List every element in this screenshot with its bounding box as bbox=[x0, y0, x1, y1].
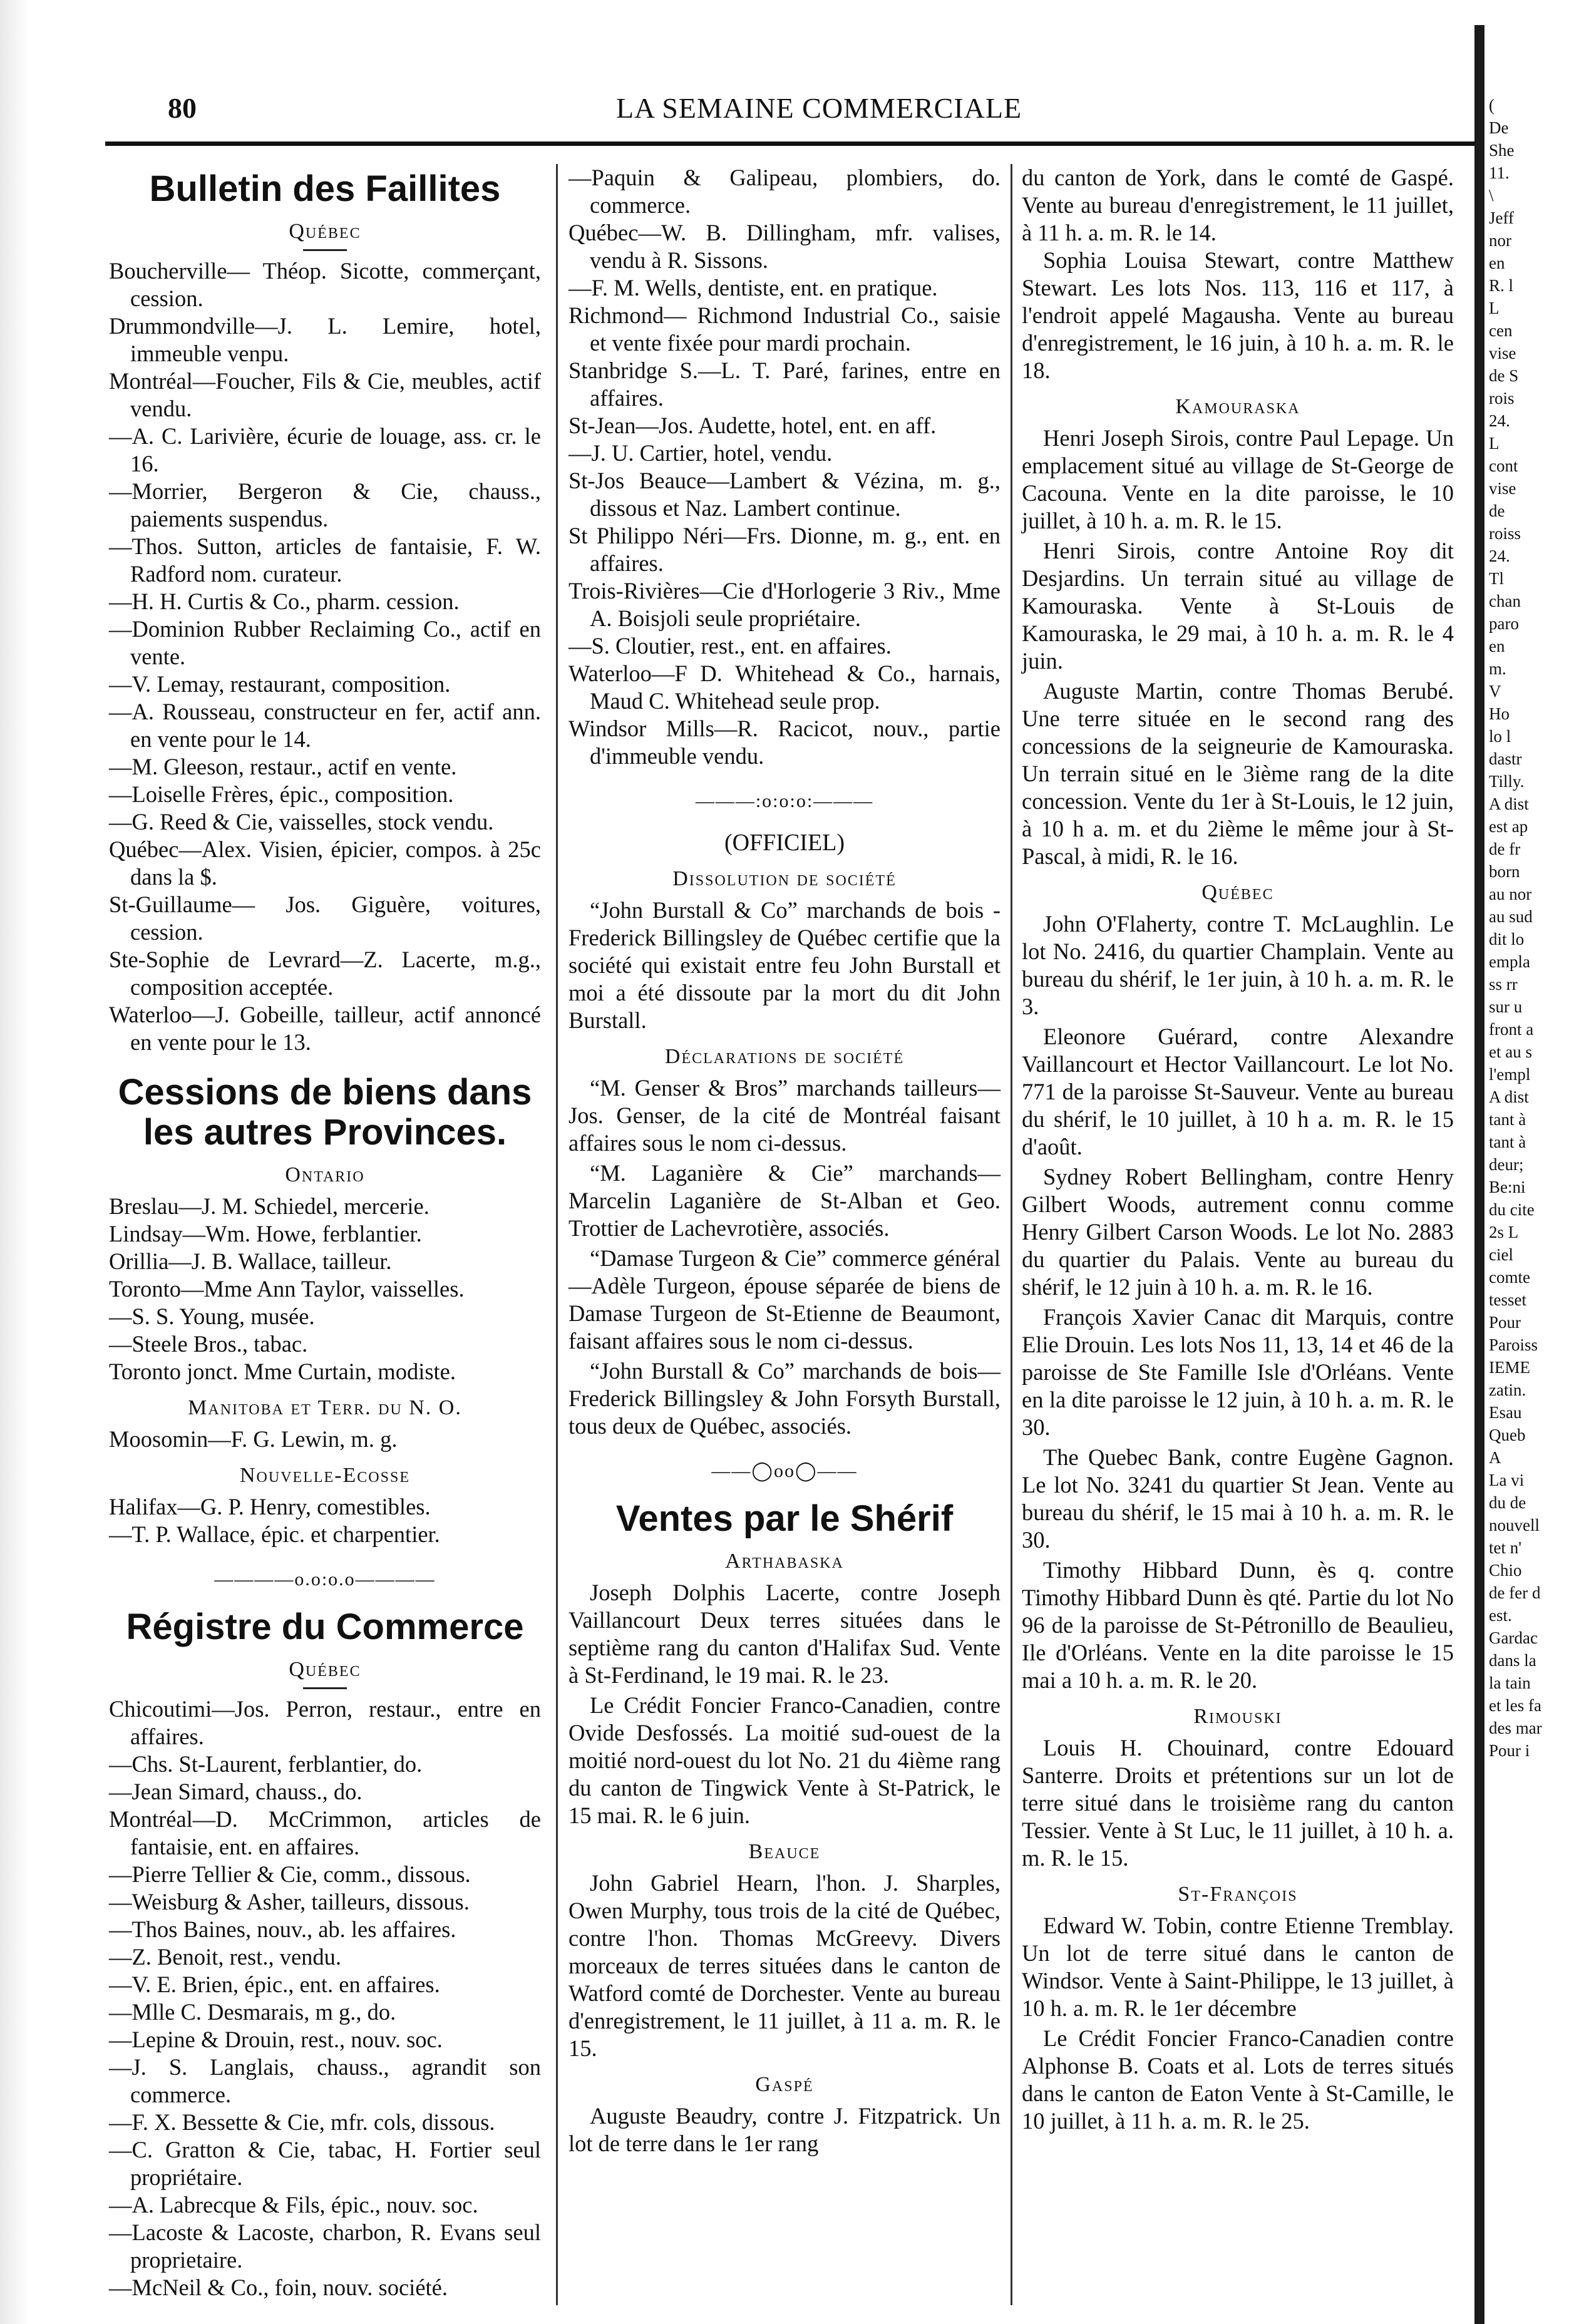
strip-fragment: A dist bbox=[1489, 794, 1529, 813]
vente-entry: Henri Sirois, contre Antoine Roy dit Desjardins. Un terrain situé au village de Kamouraska. Vente à St-Louis de Kamouraska, le 29 mai, à 10 h. a. m. R. le 4 juin. bbox=[1022, 538, 1454, 674]
registre-entry: St-Jean—Jos. Audette, hotel, ent. en aff. bbox=[568, 413, 937, 438]
registre-entry: —S. Cloutier, rest., ent. en affaires. bbox=[568, 633, 892, 659]
strip-fragment: empla bbox=[1489, 952, 1530, 971]
strip-fragment: Pour bbox=[1489, 1313, 1521, 1332]
strip-fragment: tant à bbox=[1489, 1133, 1526, 1151]
strip-fragment: Gardac bbox=[1489, 1628, 1538, 1647]
vente-entry: Auguste Beaudry, contre J. Fitzpatrick. Un lot de terre dans le 1er rang bbox=[568, 2103, 1001, 2156]
strip-fragment: ( bbox=[1489, 96, 1494, 115]
strip-fragment: tet n' bbox=[1489, 1538, 1522, 1557]
faillite-entry: —M. Gleeson, restaur., actif en vente. bbox=[109, 754, 457, 779]
vente-entry: Edward W. Tobin, contre Etienne Tremblay. Un lot de terre situé dans le canton de Windsor. Vente à Saint-Philippe, le 13 juillet, à 10 h. a. m. R. le 1er décembre bbox=[1022, 1913, 1454, 2021]
faillite-entry: —H. H. Curtis & Co., pharm. cession. bbox=[109, 589, 460, 614]
registre-entry: —Paquin & Galipeau, plombiers, do. commerce. bbox=[568, 165, 1001, 218]
page-gutter bbox=[1474, 25, 1484, 2324]
vente-entry: The Quebec Bank, contre Eugène Gagnon. Le lot No. 3241 du quartier St Jean. Vente au bureau du shérif, le 15 mai à 10 h. a. m. R. le 30. bbox=[1022, 1444, 1454, 1553]
subhead-rimouski: Rimouski bbox=[1193, 1705, 1282, 1728]
strip-fragment: ciel bbox=[1489, 1245, 1513, 1264]
cession-entry: —T. P. Wallace, épic. et charpentier. bbox=[109, 1521, 440, 1547]
registre-entry: —Lepine & Drouin, rest., nouv. soc. bbox=[109, 2027, 443, 2052]
vente-entry: Louis H. Chouinard, contre Edouard Santerre. Droits et prétentions sur un lot de terre situé dans le troisième rang du canton Tessier. Vente à St Luc, le 11 juillet, à 10 h. a. m. R. le 15. bbox=[1022, 1735, 1454, 1871]
strip-fragment: en bbox=[1489, 254, 1505, 272]
beauce-list bbox=[568, 1869, 1001, 2062]
registre-entry: St Philippo Néri—Frs. Dionne, m. g., ent. en affaires. bbox=[568, 523, 1001, 576]
strip-fragment: de fr bbox=[1489, 840, 1521, 858]
strip-fragment: L bbox=[1489, 434, 1500, 453]
faillite-entry: —Dominion Rubber Reclaiming Co., actif en vente. bbox=[109, 616, 541, 669]
strip-fragment: born bbox=[1489, 862, 1520, 881]
strip-fragment: R. l bbox=[1489, 276, 1514, 295]
page-number: 80 bbox=[168, 92, 197, 124]
registre-entry: —Chs. St-Laurent, ferblantier, do. bbox=[109, 1751, 423, 1777]
heading-cessions: Cessions de biens dans les autres Provinces. bbox=[118, 1072, 532, 1153]
strip-fragment: m. bbox=[1489, 659, 1506, 678]
registre-entry: —A. Labrecque & Fils, épic., nouv. soc. bbox=[109, 2192, 478, 2218]
registre-entry: —Weisburg & Asher, tailleurs, dissous. bbox=[109, 1889, 470, 1915]
gaspe-list-cont bbox=[1022, 247, 1454, 384]
subhead-ontario: Ontario bbox=[285, 1163, 365, 1186]
registre-entry: Richmond— Richmond Industrial Co., saisie et vente fixée pour mardi prochain. bbox=[568, 302, 1001, 356]
vente-entry: François Xavier Canac dit Marquis, contre Elie Drouin. Les lots Nos 11, 13, 14 et 46 de la paroisse de Ste Famille Isle d'Orléans. Vente en la dite paroisse le 12 juin, à 10 h. a. m. R. le 30. bbox=[1022, 1304, 1454, 1440]
strip-fragment: Tilly. bbox=[1489, 772, 1525, 791]
strip-fragment: sur u bbox=[1489, 997, 1523, 1016]
strip-fragment: deur; bbox=[1489, 1155, 1524, 1174]
strip-fragment: dastr bbox=[1489, 749, 1522, 768]
strip-fragment: nor bbox=[1489, 231, 1511, 250]
faillite-entry: —G. Reed & Cie, vaisselles, stock vendu. bbox=[109, 809, 494, 835]
strip-fragment: 24. bbox=[1489, 547, 1510, 565]
ornament-divider: ————o.o:o.o———— bbox=[214, 1569, 436, 1590]
column-1 bbox=[109, 164, 541, 2301]
st-francois-list bbox=[1022, 1912, 1454, 2135]
registre-entry: Chicoutimi—Jos. Perron, restaur., entre en affaires. bbox=[109, 1696, 541, 1749]
strip-fragment: \ bbox=[1489, 186, 1494, 205]
strip-fragment: She bbox=[1489, 141, 1515, 160]
vente-entry: Timothy Hibbard Dunn, ès q. contre Timothy Hibbard Dunn ès qté. Partie du lot No 96 de la paroisse de St-Pétronillo de Beaulieu, Ile d'Orléans. Vente en la dite paroisse le 15 mai a 10 h. a. m. R. le 20. bbox=[1022, 1557, 1454, 1693]
registre-entry: —Pierre Tellier & Cie, comm., dissous. bbox=[109, 1861, 471, 1887]
strip-fragment: rois bbox=[1489, 389, 1515, 408]
faillite-entry: —Loiselle Frères, épic., composition. bbox=[109, 781, 454, 807]
strip-fragment: est. bbox=[1489, 1606, 1512, 1625]
registre-entry: —Mlle C. Desmarais, m g., do. bbox=[109, 1999, 396, 2025]
registre-entry: —Thos Baines, nouv., ab. les affaires. bbox=[109, 1916, 456, 1942]
vente-entry: John O'Flaherty, contre T. McLaughlin. Le lot No. 2416, du quartier Champlain. Vente au bureau du shérif, le 1er juin, à 10 h. a. m. R. le 3. bbox=[1022, 911, 1454, 1019]
strip-fragment: zatin. bbox=[1489, 1381, 1526, 1399]
strip-fragment: A bbox=[1489, 1448, 1501, 1467]
registre-entry: —J. U. Cartier, hotel, vendu. bbox=[568, 440, 833, 466]
strip-fragment: dit lo bbox=[1489, 930, 1525, 949]
vente-entry: Henri Joseph Sirois, contre Paul Lepage. Un emplacement situé au village de St-George de Cacouna. Vente en la dite paroisse, le 10 juillet, à 10 h. a. m. R. le 15. bbox=[1022, 425, 1454, 533]
strip-fragment: et les fa bbox=[1489, 1696, 1541, 1715]
cession-entry: Breslau—J. M. Schiedel, mercerie. bbox=[109, 1193, 430, 1219]
strip-fragment: et au s bbox=[1489, 1042, 1532, 1061]
faillite-entry: —Thos. Sutton, articles de fantaisie, F. W. Radford nom. curateur. bbox=[109, 533, 541, 587]
strip-fragment: des mar bbox=[1489, 1719, 1542, 1737]
cession-entry: —Steele Bros., tabac. bbox=[109, 1331, 308, 1357]
strip-fragment: la tain bbox=[1489, 1674, 1531, 1692]
strip-fragment: Paroiss bbox=[1489, 1335, 1538, 1354]
subhead-arthabaska: Arthabaska bbox=[725, 1550, 844, 1573]
strip-fragment: dans la bbox=[1489, 1651, 1536, 1670]
declarations-list bbox=[568, 1074, 1001, 1440]
strip-fragment: Esau bbox=[1489, 1403, 1522, 1422]
strip-fragment: comte bbox=[1489, 1268, 1530, 1287]
registre-entry: —Jean Simard, chauss., do. bbox=[109, 1779, 363, 1804]
strip-fragment: 2s L bbox=[1489, 1223, 1519, 1242]
strip-fragment: lo l bbox=[1489, 727, 1511, 746]
strip-fragment: IEME bbox=[1489, 1358, 1530, 1377]
vente-entry: John Gabriel Hearn, l'hon. J. Sharples, Owen Murphy, tous trois de la cité de Québec, contre l'hon. Thomas McGreevy. Divers morceaux de terres situées dans le canton de Watford comté de Dorchester. Vente au bureau d'enregistrement, le 11 juillet, à 11 a. m. R. le 15. bbox=[568, 1870, 1001, 2061]
strip-fragment: au sud bbox=[1489, 907, 1533, 926]
vente-entry: Joseph Dolphis Lacerte, contre Joseph Vaillancourt Deux terres situées dans le septième rang du canton d'Halifax Sud. Vente à St-Ferdinand, le 19 mai. R. le 23. bbox=[568, 1580, 1001, 1688]
registre-entry: Québec—W. B. Dillingham, mfr. valises, vendu à R. Sissons. bbox=[568, 220, 1001, 273]
vente-entry: Sydney Robert Bellingham, contre Henry Gilbert Woods, autrement connu comme Henry Gilbert Carson Woods. Le lot No. 2883 du quartier du Palais. Vente au bureau du shérif, le 12 juin à 10 h. a. m. R. le 16. bbox=[1022, 1164, 1454, 1300]
header-rule bbox=[105, 141, 1475, 146]
gaspe-continuation: du canton de York, dans le comté de Gaspé. Vente au bureau d'enregistrement, le 11 juillet, à 11 h. a. m. R. le 14. bbox=[1022, 165, 1454, 245]
gaspe-list bbox=[568, 2102, 1001, 2157]
strip-fragment: Jeff bbox=[1489, 208, 1514, 227]
strip-fragment: L bbox=[1489, 299, 1500, 317]
column-3 bbox=[1022, 164, 1454, 2137]
strip-fragment: cont bbox=[1489, 456, 1518, 475]
vente-entry: Le Crédit Foncier Franco-Canadien, contre Ovide Desfossés. La moitié sud-ouest de la moitié nord-ouest du lot No. 21 du 4ième rang du canton de Tingwick Vente à St-Patrick, le 15 mai. R. le 6 juin. bbox=[568, 1692, 1001, 1828]
declaration-entry: “Damase Turgeon & Cie” commerce général—Adèle Turgeon, épouse séparée de biens de Damase Turgeon de St-Etienne de Beaumont, faisant affaires sous le nom ci-dessus. bbox=[568, 1245, 1001, 1354]
registre-entry: —F. X. Bessette & Cie, mfr. cols, dissous. bbox=[109, 2109, 495, 2135]
faillite-entry: Québec—Alex. Visien, épicier, compos. à 25c dans la $. bbox=[109, 836, 541, 890]
declaration-entry: “John Burstall & Co” marchands de bois—Frederick Billingsley & John Forsyth Burstall, tous deux de Québec, associés. bbox=[568, 1358, 1001, 1439]
ornament-divider: ———:o:o:o:——— bbox=[695, 791, 874, 811]
registre-entry: Trois-Rivières—Cie d'Horlogerie 3 Riv., Mme A. Boisjoli seule propriétaire. bbox=[568, 578, 1001, 631]
faillite-entry: —A. C. Larivière, écurie de louage, ass. cr. le 16. bbox=[109, 423, 541, 476]
strip-fragment: La vi bbox=[1489, 1471, 1525, 1489]
ontario-list bbox=[109, 1193, 541, 1386]
subhead-gaspe: Gaspé bbox=[755, 2073, 814, 2096]
strip-fragment: A dist bbox=[1489, 1087, 1529, 1106]
ornament-divider: ——◯oo◯—— bbox=[711, 1461, 858, 1481]
subhead-dissolution: Dissolution de société bbox=[672, 867, 897, 890]
strip-fragment: tant à bbox=[1489, 1110, 1526, 1129]
arthabaska-list bbox=[568, 1579, 1001, 1829]
strip-fragment: roiss bbox=[1489, 524, 1521, 543]
registre-list-cont bbox=[568, 164, 1001, 770]
strip-fragment: de S bbox=[1489, 366, 1519, 385]
faillite-entry: —V. Lemay, restaurant, composition. bbox=[109, 671, 451, 697]
short-rule bbox=[303, 1687, 347, 1689]
short-rule bbox=[303, 249, 347, 251]
registre-entry: —C. Gratton & Cie, tabac, H. Fortier seul propriétaire. bbox=[109, 2137, 541, 2190]
running-title: LA SEMAINE COMMERCIALE bbox=[615, 92, 1022, 124]
declaration-entry: “M. Genser & Bros” marchands tailleurs—Jos. Genser, de la cité de Montréal faisant affaires sous le nom ci-dessus. bbox=[568, 1075, 1001, 1156]
page-header bbox=[168, 91, 1470, 129]
registre-entry: Montréal—D. McCrimmon, articles de fantaisie, ent. en affaires. bbox=[109, 1806, 541, 1859]
vente-entry: Eleonore Guérard, contre Alexandre Vaillancourt et Hector Vaillancourt. Le lot No. 771 de la paroisse St-Sauveur. Vente au bureau du shérif, le 10 juillet, à 10 h a. m. R. le 15 d'août. bbox=[1022, 1024, 1454, 1159]
strip-fragment: est ap bbox=[1489, 817, 1528, 836]
faillite-entry: —A. Rousseau, constructeur en fer, actif ann. en vente pour le 14. bbox=[109, 699, 541, 752]
strip-fragment: au nor bbox=[1489, 885, 1532, 903]
subhead-declarations: Déclarations de société bbox=[664, 1045, 905, 1068]
strip-fragment: Ho bbox=[1489, 704, 1510, 723]
subhead-nouvelle-ecosse: Nouvelle-Ecosse bbox=[240, 1464, 410, 1487]
vente-entry: Le Crédit Foncier Franco-Canadien contre Alphonse B. Coats et al. Lots de terres situés dans le canton de Eaton Vente à St-Camille, le 10 juillet, à 11 h. a. m. R. le 25. bbox=[1022, 2025, 1454, 2134]
strip-fragment: chan bbox=[1489, 592, 1521, 610]
cession-entry: —S. S. Young, musée. bbox=[109, 1303, 315, 1329]
page-left-edge bbox=[0, 0, 29, 2324]
strip-lines bbox=[1489, 94, 1569, 1762]
registre-entry: —McNeil & Co., foin, nouv. société. bbox=[109, 2275, 448, 2300]
strip-fragment: Pour i bbox=[1489, 1741, 1530, 1760]
cession-entry: Halifax—G. P. Henry, comestibles. bbox=[109, 1494, 431, 1519]
strip-fragment: Be:ni bbox=[1489, 1178, 1526, 1196]
vente-entry: Auguste Martin, contre Thomas Berubé. Une terre située en le second rang des concessions de la seigneurie de Kamouraska. Un terrain situé en le 3ième rang de la dite concession. Vente du 1er à St-Louis, le 12 juin, à 10 h a. m. et du 2ième le même jour à St-Pascal, à midi, R. le 16. bbox=[1022, 678, 1454, 869]
dissolution-notice: “John Burstall & Co” marchands de bois - Frederick Billingsley de Québec certifie que la société qui existait entre feu John Burstall et moi a été dissoute par la mort du dit John Burstall. bbox=[568, 897, 1001, 1033]
subhead-quebec: Québec bbox=[289, 220, 361, 243]
subhead-kamouraska: Kamouraska bbox=[1175, 395, 1300, 418]
registre-entry: —Z. Benoit, rest., vendu. bbox=[109, 1944, 342, 1970]
strip-fragment: Tl bbox=[1489, 569, 1504, 588]
kamouraska-list bbox=[1022, 424, 1454, 870]
heading-ventes: Ventes par le Shérif bbox=[615, 1498, 954, 1539]
faillite-entry: Waterloo—J. Gobeille, tailleur, actif annoncé en vente pour le 13. bbox=[109, 1002, 541, 1055]
faillite-entry: St-Guillaume— Jos. Giguère, voitures, cession. bbox=[109, 892, 541, 945]
officiel-label: (OFFICIEL) bbox=[724, 830, 845, 856]
subhead-manitoba: Manitoba et Terr. du N. O. bbox=[188, 1396, 462, 1419]
strip-fragment: De bbox=[1489, 118, 1509, 137]
adjacent-page-strip bbox=[1489, 94, 1569, 2285]
registre-entry: —J. S. Langlais, chauss., agrandit son commerce. bbox=[109, 2054, 541, 2107]
cession-entry: Toronto—Mme Ann Taylor, vaisselles. bbox=[109, 1276, 465, 1302]
registre-entry: Stanbridge S.—L. T. Paré, farines, entre en affaires. bbox=[568, 357, 1001, 411]
strip-fragment: Queb bbox=[1489, 1426, 1526, 1444]
subhead-quebec: Québec bbox=[289, 1658, 361, 1681]
column-rule-1 bbox=[556, 164, 558, 2305]
manitoba-list bbox=[109, 1426, 541, 1453]
strip-fragment: Chio bbox=[1489, 1561, 1522, 1580]
strip-fragment: de bbox=[1489, 501, 1505, 520]
quebec-list bbox=[1022, 910, 1454, 1694]
strip-fragment: ss rr bbox=[1489, 975, 1518, 994]
declaration-entry: “M. Laganière & Cie” marchands—Marcelin Laganière de St-Alban et Geo. Trottier de Lachevrotière, associés. bbox=[568, 1160, 1001, 1241]
cession-entry: Toronto jonct. Mme Curtain, modiste. bbox=[109, 1359, 456, 1384]
strip-fragment: de fer d bbox=[1489, 1583, 1541, 1602]
strip-fragment: paro bbox=[1489, 614, 1519, 633]
column-2 bbox=[568, 164, 1001, 2160]
strip-fragment: 24. bbox=[1489, 411, 1510, 430]
strip-fragment: cen bbox=[1489, 321, 1513, 340]
faillite-entry: Ste-Sophie de Levrard—Z. Lacerte, m.g., composition acceptée. bbox=[109, 947, 541, 1000]
cession-entry: Orillia—J. B. Wallace, tailleur. bbox=[109, 1248, 392, 1274]
subhead-quebec: Québec bbox=[1201, 881, 1274, 904]
registre-list bbox=[109, 1695, 541, 2301]
faillite-entry: Boucherville— Théop. Sicotte, commerçant, cession. bbox=[109, 258, 541, 311]
strip-fragment: V bbox=[1489, 682, 1501, 701]
strip-fragment: l'empl bbox=[1489, 1065, 1531, 1084]
heading-registre: Régistre du Commerce bbox=[126, 1607, 524, 1647]
strip-fragment: du de bbox=[1489, 1493, 1526, 1512]
faillite-entry: —Morrier, Bergeron & Cie, chauss., paiements suspendus. bbox=[109, 478, 541, 532]
strip-fragment: tesset bbox=[1489, 1290, 1526, 1309]
strip-fragment: 11. bbox=[1489, 163, 1510, 182]
subhead-beauce: Beauce bbox=[748, 1840, 821, 1863]
vente-entry: Sophia Louisa Stewart, contre Matthew Stewart. Les lots Nos. 113, 116 et 117, à l'endroit appelé Magausha. Vente au bureau d'enregistrement, le 16 juin, à 10 h. a. m. R. le 18. bbox=[1022, 247, 1454, 383]
cession-entry: Moosomin—F. G. Lewin, m. g. bbox=[109, 1426, 398, 1452]
faillite-entry: Montréal—Foucher, Fils & Cie, meubles, actif vendu. bbox=[109, 368, 541, 421]
strip-fragment: en bbox=[1489, 637, 1505, 656]
strip-fragment: nouvell bbox=[1489, 1516, 1540, 1535]
faillites-list bbox=[109, 257, 541, 1056]
strip-fragment: du cite bbox=[1489, 1200, 1535, 1219]
subhead-st-francois: St-François bbox=[1178, 1883, 1298, 1906]
registre-entry: —V. E. Brien, épic., ent. en affaires. bbox=[109, 1972, 440, 1997]
faillite-entry: Drummondville—J. L. Lemire, hotel, immeuble venpu. bbox=[109, 313, 541, 366]
cession-entry: Lindsay—Wm. Howe, ferblantier. bbox=[109, 1221, 422, 1247]
registre-entry: Windsor Mills—R. Racicot, nouv., partie d'immeuble vendu. bbox=[568, 716, 1001, 769]
heading-faillites: Bulletin des Faillites bbox=[149, 168, 501, 209]
strip-fragment: front a bbox=[1489, 1020, 1534, 1039]
strip-fragment: vise bbox=[1489, 479, 1516, 498]
column-rule-2 bbox=[1011, 164, 1012, 2305]
registre-entry: —F. M. Wells, dentiste, ent. en pratique. bbox=[568, 275, 938, 301]
ecosse-list bbox=[109, 1493, 541, 1548]
registre-entry: St-Jos Beauce—Lambert & Vézina, m. g., dissous et Naz. Lambert continue. bbox=[568, 468, 1001, 521]
registre-entry: Waterloo—F D. Whitehead & Co., harnais, Maud C. Whitehead seule prop. bbox=[568, 661, 1001, 714]
rimouski-list bbox=[1022, 1734, 1454, 1872]
registre-entry: —Lacoste & Lacoste, charbon, R. Evans seul proprietaire. bbox=[109, 2219, 541, 2273]
strip-fragment: vise bbox=[1489, 344, 1516, 362]
